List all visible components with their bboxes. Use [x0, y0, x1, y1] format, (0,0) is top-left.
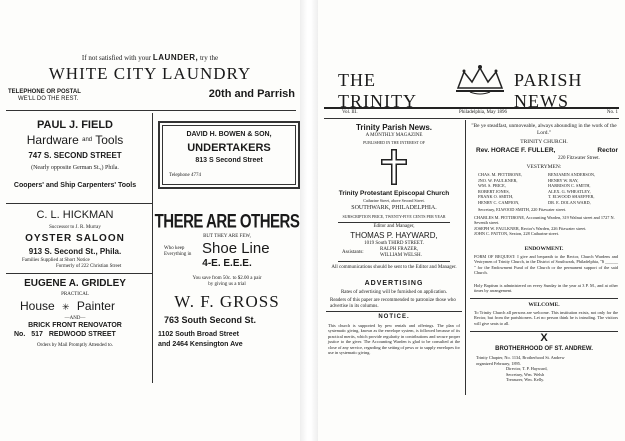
editor-name: THOMAS P. HAYWARD,	[350, 231, 438, 240]
endowment-heading: ENDOWMENT.	[524, 246, 564, 252]
column-divider	[465, 120, 466, 395]
pub-note: PUBLISHED IN THE INTEREST OF	[363, 140, 425, 145]
divider	[338, 222, 450, 223]
hickman-families	[22, 258, 142, 270]
church-name: Trinity Protestant Episcopal Church	[338, 190, 450, 197]
laundry-name: WHITE CITY LAUNDRY	[48, 64, 252, 83]
notice-heading: NOTICE.	[378, 314, 410, 320]
st-andrew-cross-icon: X	[540, 332, 548, 344]
gridley-no: No.	[14, 331, 26, 338]
field-note: (Nearly opposite German St.,) Phila.	[31, 165, 119, 171]
officer-line: Treasurer, Wm. Kelly.	[506, 377, 545, 383]
chapter-line: Trinity Chapter, No. 1134, Brotherhood St. Andrew	[476, 355, 565, 360]
brotherhood-info	[476, 355, 618, 383]
baptism-text: Holy Baptism is administered on every Sunday in the year at 3 P. M., and at other times by arrangement.	[474, 283, 618, 294]
gross-address: 763 South Second St.	[164, 315, 257, 325]
divider	[338, 261, 450, 262]
gross-sizes: 4-E. E.E.E.	[202, 258, 252, 269]
hickman-trade: OYSTER SALOON	[25, 233, 125, 244]
divider	[6, 110, 296, 111]
hickman-name: C. L. HICKMAN	[36, 209, 114, 221]
hickman-successor: Successor to J. R. Murray	[49, 225, 101, 230]
accounting-warden: CHARLES M. PETTIBONE, Accounting Warden, 319 Walnut street and 1727 N. Seventh street.	[474, 215, 615, 226]
laundry-intro	[0, 54, 300, 62]
gridley-painter: Painter	[76, 299, 115, 313]
welcome-heading: WELCOME.	[528, 302, 560, 308]
gross-headline: THERE ARE OTHERS	[154, 210, 300, 233]
readers-note: Readers of this paper are recommended to patronize those who advertise in its columns.	[330, 298, 456, 309]
gridley-trade	[20, 299, 150, 313]
vestryman: T. ELWOOD SHAEFFER,	[548, 194, 595, 200]
hickman-fam1: Families Supplied at Short Notice	[22, 258, 90, 263]
secretary-line: Secretary, ELWOOD SMITH, 220 Fitzwater street.	[478, 207, 567, 212]
officer-line: Director, T. P. Hayward,	[506, 366, 548, 372]
vestryman: ROBERT JONES,	[478, 188, 510, 194]
gross-branches	[158, 330, 298, 350]
gridley-house: House	[20, 299, 55, 313]
gross-product: Shoe Line	[202, 240, 270, 257]
church-sub: Catharine Street, above Second Street.	[363, 198, 425, 203]
masthead-date: Philadelphia, May 1896	[459, 110, 507, 115]
laundry-contact-line2: WE'LL DO THE REST.	[18, 96, 79, 102]
bowen-trade: UNDERTAKERS	[187, 142, 271, 154]
scripture-quote: "Be ye steadfast, unmoveable, always abounding in the work of the Lord."	[471, 123, 617, 136]
gross-branch2: and 2464 Kensington Ave	[158, 341, 243, 348]
church-city: SOUTHWARK, PHILADELPHIA.	[351, 205, 437, 211]
subscription-price: SUBSCRIPTION PRICE, TWENTY-FIVE CENTS PER YEAR	[342, 214, 446, 219]
bowen-phone: Telephone 4774	[169, 173, 202, 178]
divider	[470, 298, 618, 299]
welcome-text: To Trinity Church all persons are welcome. This institution exists, not only for the Rector, but from the parishioners. Let no person think he is intruding. The visitors will give seats to all.	[474, 310, 618, 326]
vestry-heading: VESTRYMEN:	[526, 164, 562, 170]
assistants-names	[380, 247, 460, 259]
vestry-list	[478, 172, 618, 206]
bowen-name: DAVID H. BOWEN & SON,	[186, 131, 272, 138]
laundry-address: 20th and Parrish	[208, 88, 295, 100]
rector-label: Rector	[597, 147, 618, 154]
communications-note: All communications should be sent to the Editor and Manager.	[331, 265, 457, 270]
vestryman: DR. E. DOLAN WARD,	[548, 199, 591, 205]
pub-type: A MONTHLY MAGAZINE	[365, 133, 423, 138]
rector-address: 220 Fitzwater Street.	[558, 156, 600, 161]
sexton-line: JOHN C. PATTON, Sexton, 228 Catharine street.	[474, 231, 559, 237]
masthead-vol: Vol. III.	[342, 110, 358, 115]
field-tagline	[0, 133, 150, 147]
star-icon: ✳	[62, 302, 70, 312]
pub-name: Trinity Parish News.	[355, 123, 433, 132]
gridley-name: EUGENE A. GRIDLEY	[24, 278, 126, 289]
gross-name: W. F. GROSS	[174, 292, 280, 311]
vestryman: BENJAMIN ANDERSON,	[548, 172, 596, 177]
gridley-street: REDWOOD STREET	[48, 331, 116, 338]
assistant-1: RALPH FRAZER,	[380, 247, 419, 252]
field-address: 747 S. SECOND STREET	[28, 151, 122, 160]
bowen-ad-inner	[162, 125, 296, 185]
gridley-and: —AND—	[64, 316, 86, 321]
vestryman: HENRY W. RAY,	[548, 177, 579, 183]
masthead-title-right: PARISH NEWS	[514, 70, 583, 111]
bowen-address: 813 S Second Street	[195, 157, 263, 164]
hickman-address: 913 S. Second St., Phila.	[28, 247, 122, 256]
vestryman: HENRY C. CAMPION,	[478, 199, 520, 205]
cross-icon	[380, 148, 408, 186]
advertising-heading: ADVERTISING	[364, 280, 424, 287]
notice-text: This church is supported by pew rentals and offerings. The plan of systematic giving, known as the envelope system, is followed because of its practical merits, which provide regularity in contributions and secure proper justice to the giver. The Accounting Warden is glad to be consulted at the close of any service, regarding the setting of pews or to supply envelopes for use in systematic giving.	[328, 323, 460, 356]
field-line-b: Tools	[95, 133, 124, 147]
rector-name: Rev. HORACE F. FULLER,	[476, 147, 556, 154]
masthead-rule	[324, 107, 619, 109]
vestryman: JNO. W. FAULKNER,	[478, 177, 518, 183]
vestryman: FRANK O. SMITH,	[478, 194, 514, 200]
brotherhood-heading: BROTHERHOOD OF ST. ANDREW.	[495, 346, 593, 352]
organized-line: organized February, 1895.	[476, 360, 521, 366]
field-line-and: and	[82, 137, 93, 143]
masthead-title-left: THE TRINITY	[338, 70, 417, 111]
vestryman: CHAS. M. PETTIBONE,	[478, 172, 523, 177]
rectors-warden: JOSEPH W. FAULKNER, Rector's Warden, 226 Fitzwater street.	[474, 225, 587, 231]
church-heading: TRINITY CHURCH.	[520, 139, 568, 145]
endowment-text: FORM OF BEQUEST: I give and bequeath to the Rector, Church Wardens and Vestrymen of Trinity Church, in the District of Southwark, Philadelphia, "$ ______ " for the Endowment Fund of the Church or the permanent support of the said Church.	[474, 254, 618, 276]
gross-keep1: Who keep	[164, 246, 185, 251]
advertisement-page	[0, 0, 300, 441]
field-tools: Coopers' and Ship Carpenters' Tools	[13, 182, 137, 189]
gridley-brick: BRICK FRONT RENOVATOR	[28, 322, 122, 329]
bowen-ad-box	[158, 121, 300, 189]
assistants-label: Assistants:	[342, 250, 364, 255]
vestryman: HARRISON C. SMITH,	[548, 183, 591, 189]
laundry-contact	[8, 89, 148, 103]
laundry-intro-end: try the	[199, 54, 219, 62]
gridley-num: 517	[31, 331, 43, 338]
vestryman: WM. S. PRICE,	[478, 183, 506, 189]
gross-sub: BUT THEY ARE FEW,	[203, 234, 251, 239]
vestry-row	[478, 200, 618, 206]
field-name: PAUL J. FIELD	[37, 119, 113, 131]
editor-address: 1019 South THIRD STREET.	[364, 241, 424, 246]
gross-keep2: Everything in	[164, 252, 192, 257]
advertising-text: Rates of advertising will be furnished on application.	[340, 290, 448, 295]
assistant-2: WILLIAM WELSH.	[380, 253, 422, 258]
hickman-fam2: Formerly of 222 Christian Street	[56, 264, 122, 269]
masthead-no: No. 1	[606, 110, 618, 115]
book-gutter	[300, 0, 318, 441]
laundry-contact-line1: TELEPHONE OR POSTAL	[8, 89, 81, 95]
editor-label: Editor and Manager,	[373, 224, 415, 229]
gridley-orders: Orders by Mail Promptly Attended to.	[36, 343, 114, 348]
crown-icon	[450, 62, 510, 96]
vestryman: ALEX. G. WHEATLEY,	[548, 188, 591, 194]
gridley-practical: PRACTICAL	[61, 292, 89, 297]
gross-save2: by giving us a trial	[208, 282, 246, 287]
masthead-rule-bottom	[324, 118, 619, 119]
divider	[6, 273, 152, 274]
gross-branch1: 1102 South Broad Street	[158, 331, 239, 338]
divider	[326, 311, 462, 312]
gridley-address	[14, 331, 150, 338]
officer-line: Secretary, Wm. Welsh	[506, 371, 545, 377]
laundry-intro-brand: LAUNDER,	[152, 53, 199, 62]
column-divider	[152, 113, 153, 383]
gross-save1: You save from 50c. to $2.00 a pair	[192, 276, 262, 281]
field-line-a: Hardware	[26, 133, 79, 147]
newsletter-page	[318, 0, 625, 441]
gross-save	[154, 276, 300, 288]
wardens-block	[474, 215, 618, 237]
divider	[6, 203, 152, 204]
laundry-intro-text: If not satisfied with your	[81, 54, 152, 62]
